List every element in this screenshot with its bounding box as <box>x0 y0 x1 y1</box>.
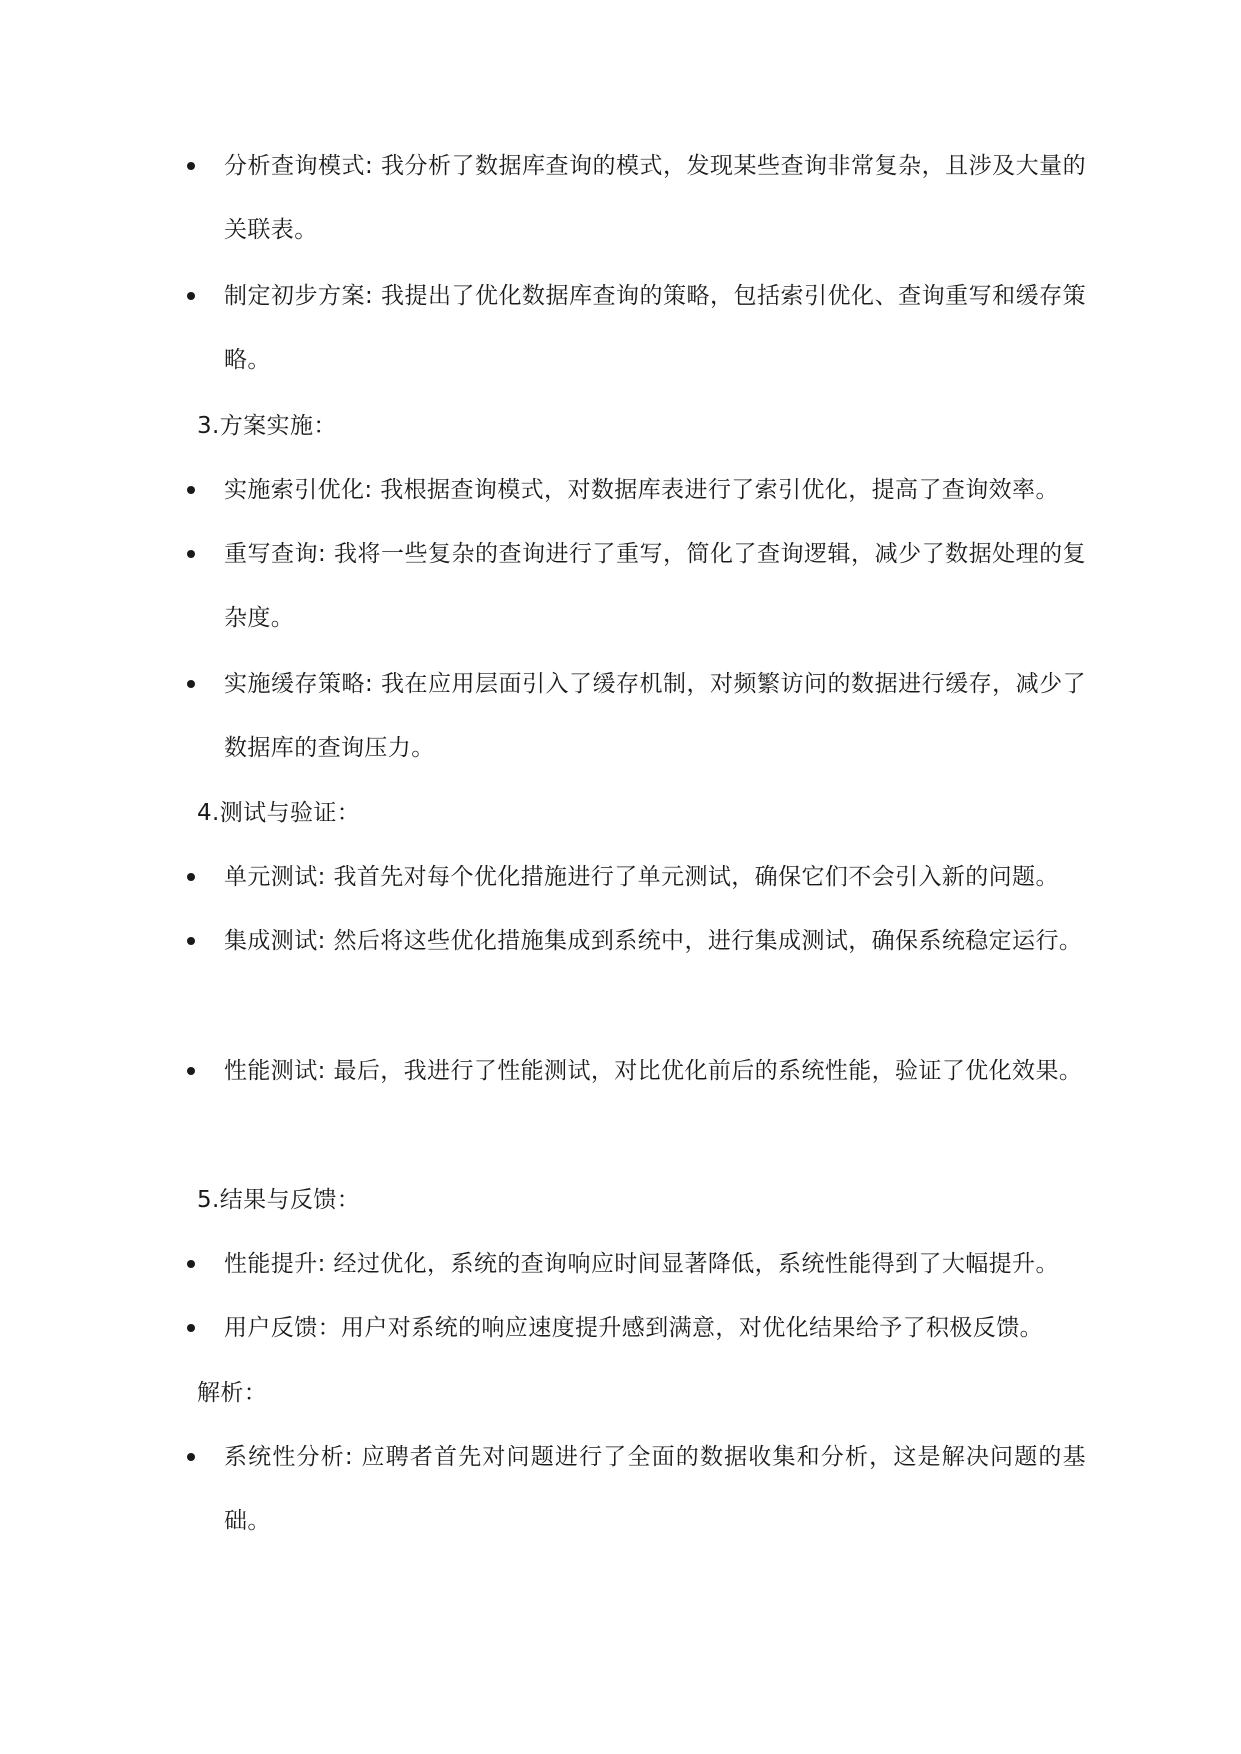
bullet-icon <box>187 1067 195 1075</box>
list-item-text: 重写查询: 我将一些复杂的查询进行了重写，简化了查询逻辑，减少了数据处理的复杂度。 <box>224 541 1086 631</box>
list-item-text: 实施缓存策略: 我在应用层面引入了缓存机制，对频繁访问的数据进行缓存，减少了数据库的查询压力。 <box>224 671 1086 761</box>
list-item-text: 单元测试: 我首先对每个优化措施进行了单元测试，确保它们不会引入新的问题。 <box>224 864 1059 890</box>
section-heading: 解析： <box>197 1380 268 1406</box>
list-item-text: 分析查询模式: 我分析了数据库查询的模式，发现某些查询非常复杂，且涉及大量的关联表。 <box>224 153 1086 243</box>
bullet-icon <box>187 1260 195 1268</box>
list-item-text: 制定初步方案: 我提出了优化数据库查询的策略，包括索引优化、查询重写和缓存策略。 <box>224 283 1086 373</box>
list-item-text: 集成测试: 然后将这些优化措施集成到系统中，进行集成测试，确保系统稳定运行。 <box>224 928 1083 954</box>
section-heading: 4.测试与验证： <box>197 800 361 826</box>
list-item-text: 系统性分析: 应聘者首先对问题进行了全面的数据收集和分析，这是解决问题的基础。 <box>224 1444 1086 1534</box>
list-item-text: 性能提升: 经过优化，系统的查询响应时间显著降低，系统性能得到了大幅提升。 <box>224 1251 1059 1277</box>
list-item-text: 实施索引优化: 我根据查询模式，对数据库表进行了索引优化，提高了查询效率。 <box>224 477 1059 503</box>
bullet-icon <box>187 292 195 300</box>
bullet-icon <box>187 550 195 558</box>
list-item-text: 用户反馈：用户对系统的响应速度提升感到满意，对优化结果给予了积极反馈。 <box>224 1315 1043 1341</box>
section-heading: 5.结果与反馈： <box>197 1187 361 1213</box>
bullet-icon <box>187 937 195 945</box>
bullet-icon <box>187 1324 195 1332</box>
bullet-icon <box>187 162 195 170</box>
bullet-icon <box>187 873 195 881</box>
list-item-text: 性能测试: 最后，我进行了性能测试，对比优化前后的系统性能，验证了优化效果。 <box>224 1058 1083 1084</box>
bullet-icon <box>187 1453 195 1461</box>
section-heading: 3.方案实施： <box>197 413 337 439</box>
bullet-icon <box>187 486 195 494</box>
bullet-icon <box>187 680 195 688</box>
